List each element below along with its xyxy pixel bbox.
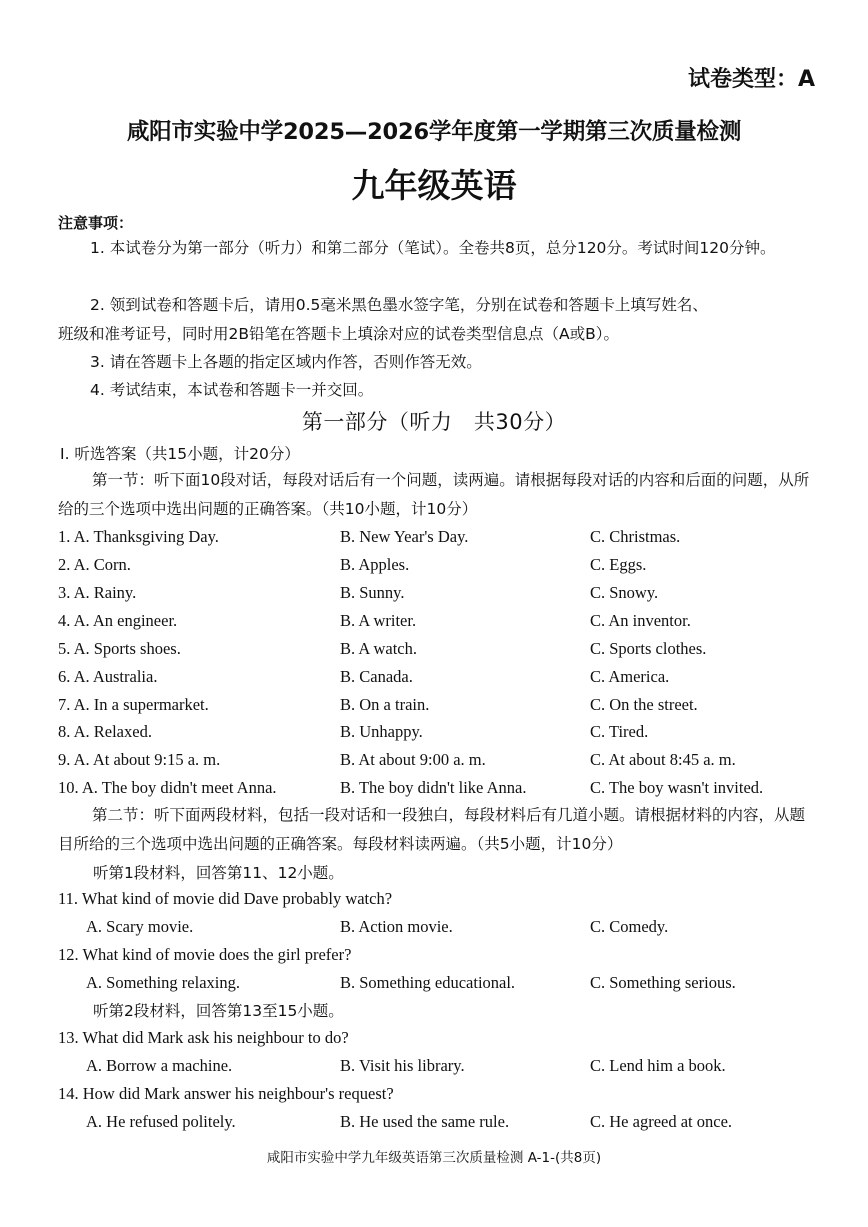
- question-11-stem: 11. What kind of movie did Dave probably watch?: [58, 889, 393, 908]
- section-one-heading: Ⅰ. 听选答案（共15小题，计20分）: [60, 445, 300, 463]
- question-8-option-b: B. Unhappy.: [340, 722, 423, 741]
- question-11-option-a: A. Scary movie.: [86, 917, 194, 936]
- question-12-stem: 12. What kind of movie does the girl prefer?: [58, 945, 352, 964]
- question-3-option-b: B. Sunny.: [340, 583, 405, 602]
- question-1-option-a: 1. A. Thanksgiving Day.: [58, 527, 219, 546]
- question-14-stem: 14. How did Mark answer his neighbour's request?: [58, 1084, 394, 1103]
- notice-item-3: 3. 请在答题卡上各题的指定区域内作答，否则作答无效。: [90, 353, 482, 371]
- question-3-option-a: 3. A. Rainy.: [58, 583, 137, 602]
- question-4-option-c: C. An inventor.: [590, 611, 691, 630]
- question-8-option-a: 8. A. Relaxed.: [58, 722, 152, 741]
- subsection-one-instruction: 第一节：听下面10段对话，每段对话后有一个问题，读两遍。请根据每段对话的内容和后面的问题，从所给的三个选项中选出问题的正确答案。（共10小题，计10分）: [58, 471, 810, 518]
- question-5-option-b: B. A watch.: [340, 639, 417, 658]
- question-12-option-a: A. Something relaxing.: [86, 973, 240, 992]
- question-6-option-c: C. America.: [590, 667, 670, 686]
- exam-title: 咸阳市实验中学2025—2026学年度第一学期第三次质量检测: [126, 119, 742, 145]
- question-9-option-c: C. At about 8:45 a. m.: [590, 750, 736, 769]
- question-2-option-c: C. Eggs.: [590, 555, 647, 574]
- question-13-stem: 13. What did Mark ask his neighbour to do?: [58, 1028, 349, 1047]
- question-2-option-b: B. Apples.: [340, 555, 410, 574]
- question-5-option-a: 5. A. Sports shoes.: [58, 639, 181, 658]
- question-8-option-c: C. Tired.: [590, 722, 649, 741]
- question-7-option-c: C. On the street.: [590, 695, 698, 714]
- question-1-option-c: C. Christmas.: [590, 527, 681, 546]
- question-5-option-c: C. Sports clothes.: [590, 639, 707, 658]
- question-4-option-b: B. A writer.: [340, 611, 417, 630]
- question-6-option-a: 6. A. Australia.: [58, 667, 158, 686]
- notice-item-1: 1. 本试卷分为第一部分（听力）和第二部分（笔试）。全卷共8页，总分120分。考试时间120分钟。: [90, 239, 776, 257]
- question-10-option-a: 10. A. The boy didn't meet Anna.: [58, 778, 277, 797]
- question-4-option-a: 4. A. An engineer.: [58, 611, 178, 630]
- notice-heading: 注意事项：: [58, 214, 134, 232]
- question-11-option-c: C. Comedy.: [590, 917, 669, 936]
- question-11-option-b: B. Action movie.: [340, 917, 453, 936]
- question-2-option-a: 2. A. Corn.: [58, 555, 131, 574]
- page-footer: 咸阳市实验中学九年级英语第三次质量检测 A-1-(共8页): [266, 1150, 602, 1166]
- question-9-option-a: 9. A. At about 9:15 a. m.: [58, 750, 221, 769]
- notice-item-2-line-2: 班级和准考证号，同时用2B铅笔在答题卡上填涂对应的试卷类型信息点（A或B）。: [58, 325, 619, 343]
- subsection-two-instruction: 第二节：听下面两段材料，包括一段对话和一段独白，每段材料后有几道小题。请根据材料的内容，从题目所给的三个选项中选出问题的正确答案。每段材料读两遍。（共5小题，计10分）: [58, 806, 806, 853]
- question-3-option-c: C. Snowy.: [590, 583, 659, 602]
- question-12-option-c: C. Something serious.: [590, 973, 736, 992]
- question-6-option-b: B. Canada.: [340, 667, 413, 686]
- question-13-option-c: C. Lend him a book.: [590, 1056, 726, 1075]
- question-14-option-c: C. He agreed at once.: [590, 1112, 733, 1131]
- question-13-option-b: B. Visit his library.: [340, 1056, 465, 1075]
- subject-title: 九年级英语: [351, 166, 517, 205]
- material-2-intro: 听第2段材料，回答第13至15小题。: [93, 1002, 344, 1020]
- question-7-option-b: B. On a train.: [340, 695, 430, 714]
- question-1-option-b: B. New Year's Day.: [340, 527, 469, 546]
- question-7-option-a: 7. A. In a supermarket.: [58, 695, 209, 714]
- question-10-option-b: B. The boy didn't like Anna.: [340, 778, 527, 797]
- material-1-intro: 听第1段材料，回答第11、12小题。: [93, 864, 344, 882]
- question-9-option-b: B. At about 9:00 a. m.: [340, 750, 486, 769]
- question-14-option-a: A. He refused politely.: [86, 1112, 236, 1131]
- notice-item-2-line-1: 2. 领到试卷和答题卡后，请用0.5毫米黑色墨水签字笔，分别在试卷和答题卡上填写姓名、: [90, 296, 708, 314]
- question-10-option-c: C. The boy wasn't invited.: [590, 778, 764, 797]
- question-12-option-b: B. Something educational.: [340, 973, 516, 992]
- question-14-option-b: B. He used the same rule.: [340, 1112, 510, 1131]
- notice-item-4: 4. 考试结束，本试卷和答题卡一并交回。: [90, 381, 374, 399]
- question-13-option-a: A. Borrow a machine.: [86, 1056, 233, 1075]
- part-one-heading: 第一部分（听力 共30分）: [301, 410, 567, 434]
- paper-type-label: 试卷类型：A: [688, 67, 816, 92]
